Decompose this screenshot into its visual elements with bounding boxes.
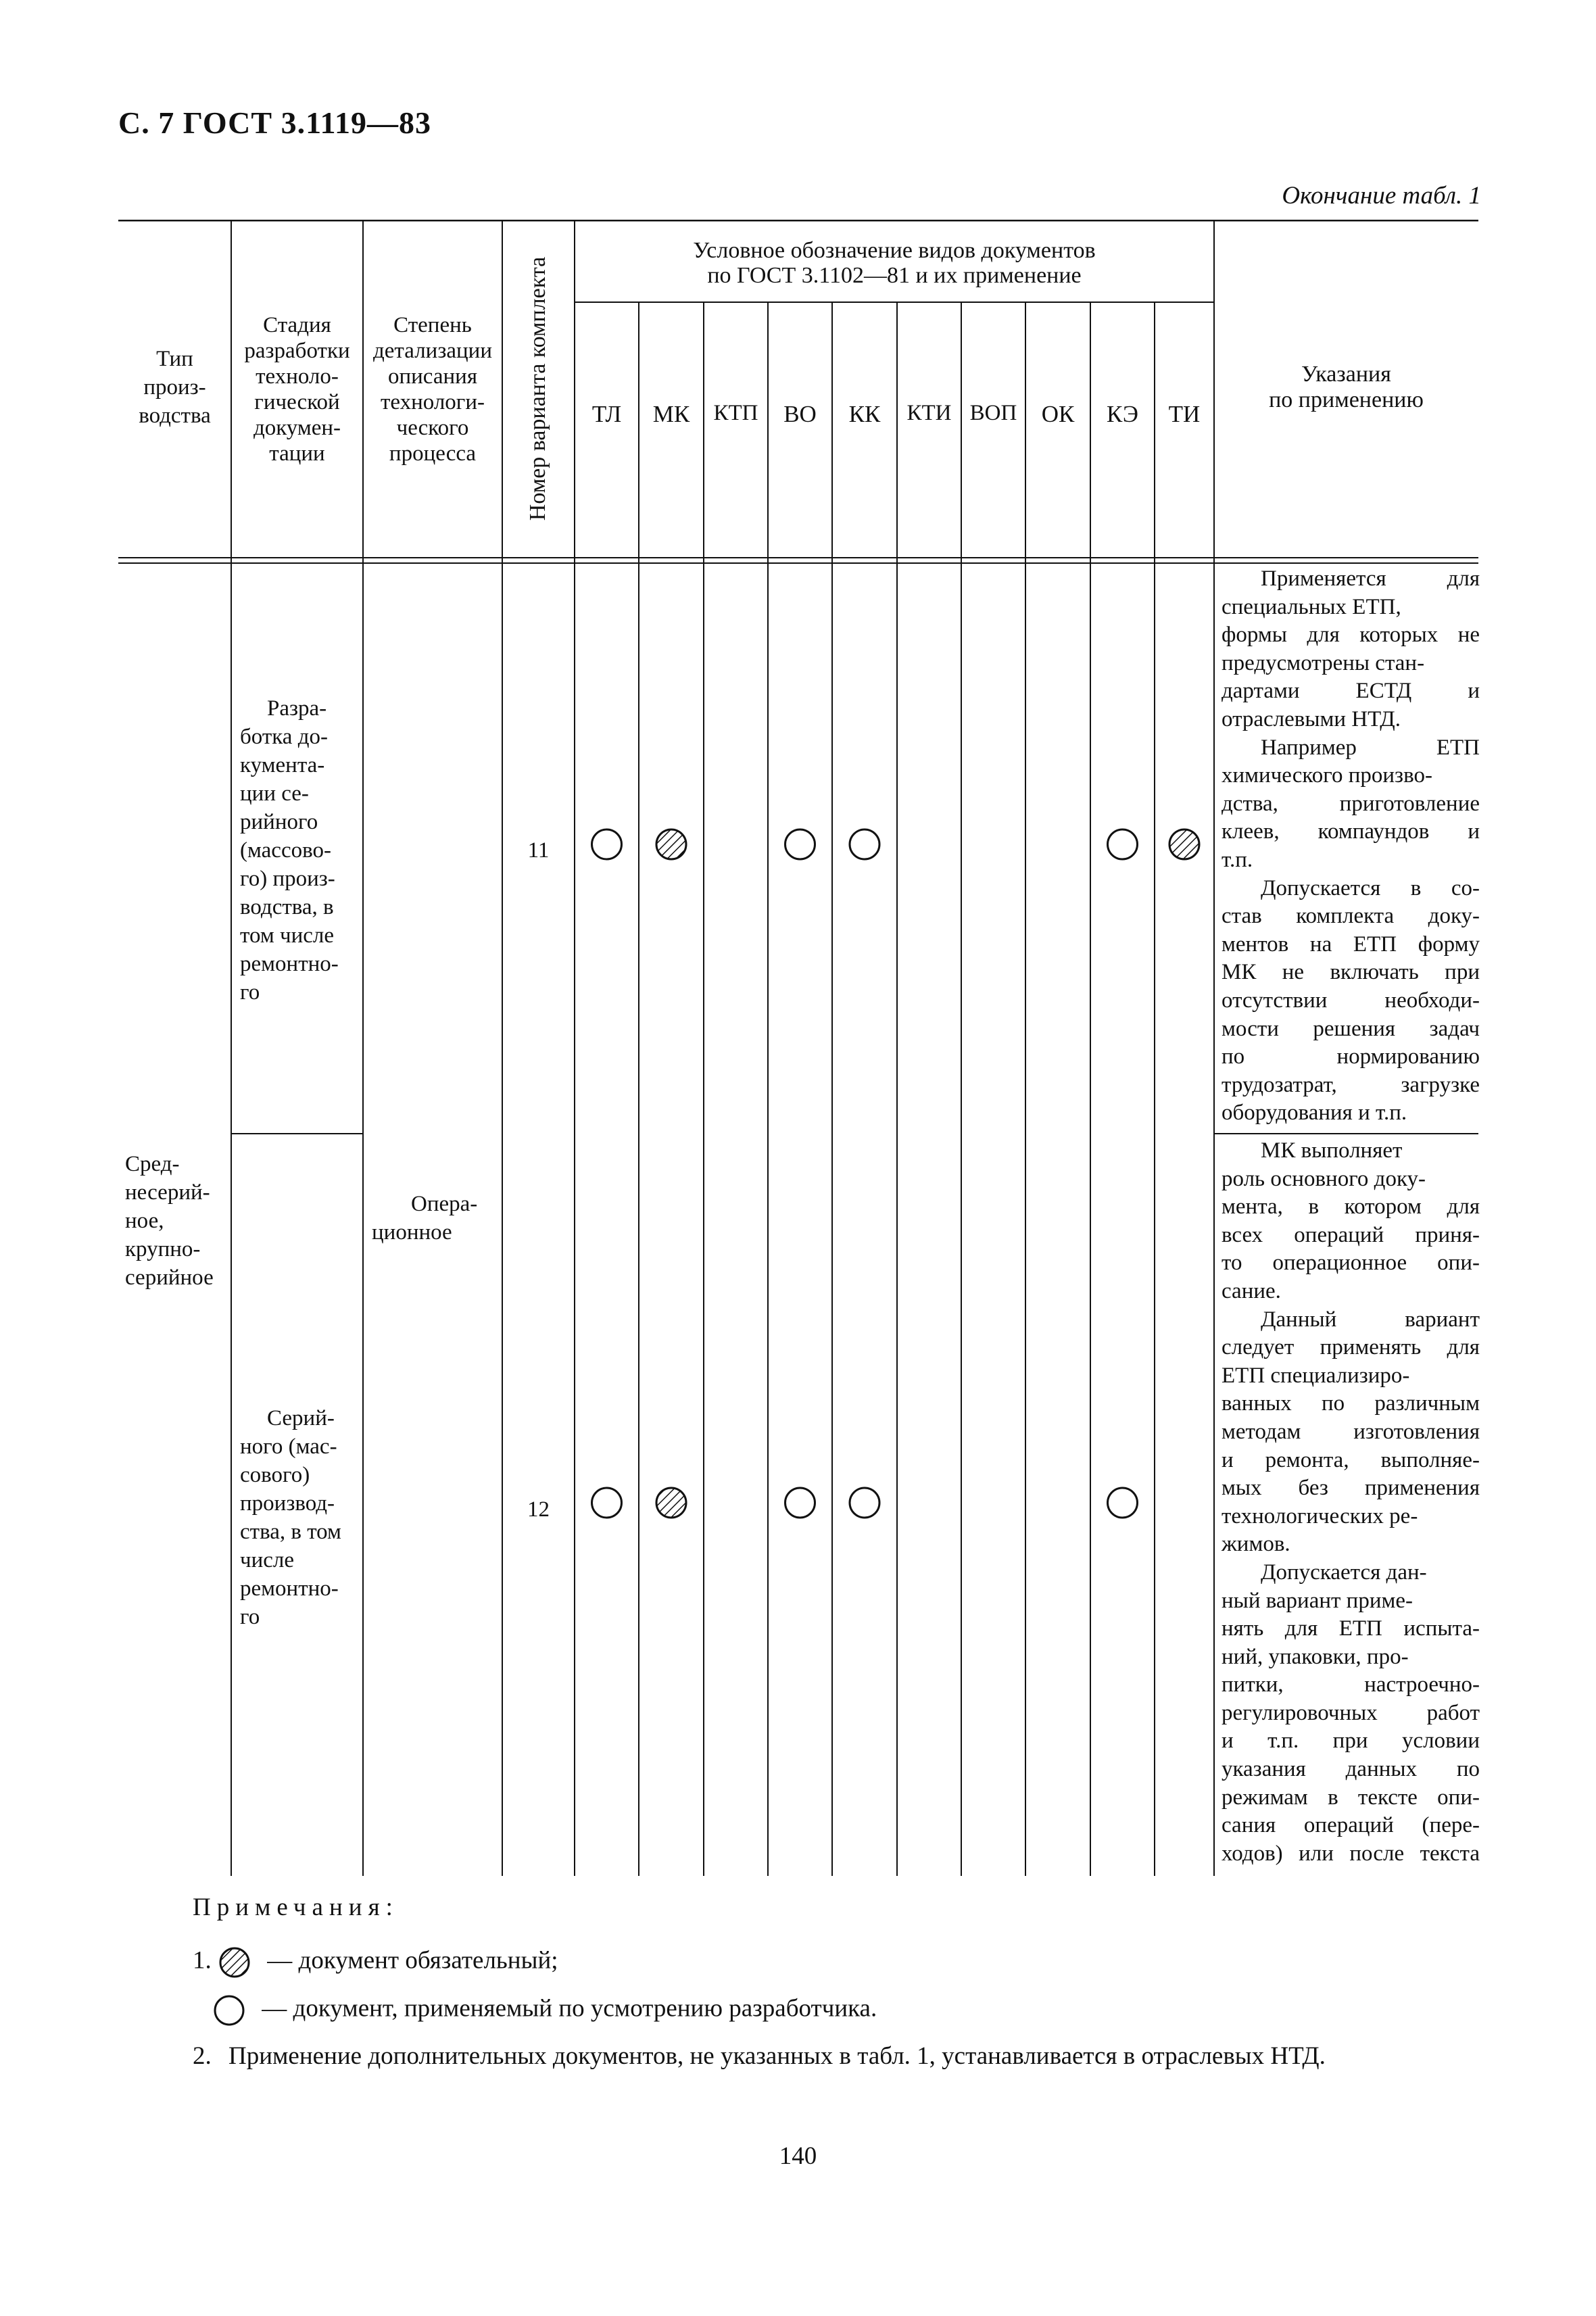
instruction-line: регулировочных работ — [1222, 1700, 1480, 1725]
row-12-variant: 12 — [527, 1497, 550, 1522]
instruction-line: и т.п. при условии — [1222, 1729, 1480, 1754]
table-caption: Окончание табл. 1 — [1282, 182, 1481, 210]
page-number: 140 — [779, 2142, 817, 2170]
instruction-line: и ремонта, выполняе- — [1222, 1447, 1480, 1472]
doc-code-header: КК — [848, 401, 881, 427]
row-12-instructions — [1222, 1137, 1480, 1868]
doc-code-header: ОК — [1041, 401, 1075, 427]
row-11-instructions — [1222, 565, 1480, 1128]
instruction-line: Допускается в со- — [1261, 875, 1480, 900]
instruction-line: ходов) или после текста — [1222, 1841, 1480, 1866]
instruction-line: отсутствии необходи- — [1222, 988, 1480, 1013]
doc-code-header: МК — [652, 401, 690, 427]
instruction-line: предусмотрены стан- — [1222, 650, 1425, 675]
mandatory-mark — [656, 1488, 686, 1518]
instruction-line: отраслевыми НТД. — [1222, 706, 1401, 731]
instruction-line: то операционное опи- — [1222, 1251, 1480, 1276]
instruction-line: технологических ре- — [1222, 1503, 1418, 1528]
header-variant-number: Номер варианта комплекта — [525, 256, 550, 521]
instruction-line: дства, приготовление — [1222, 791, 1480, 816]
instruction-line: сание. — [1222, 1278, 1281, 1303]
doc-code-header: КТП — [713, 401, 758, 425]
instruction-line: методам изготовления — [1222, 1419, 1480, 1444]
instruction-line: химического произво- — [1222, 763, 1432, 788]
doc-code-header: ВОП — [969, 401, 1017, 425]
optional-mark — [592, 1488, 622, 1518]
header-stage: Стадия разработки техноло- гической докумен- тации — [244, 313, 350, 466]
instruction-line: клеев, компаундов и — [1222, 819, 1480, 844]
notes-section — [193, 1893, 1511, 1922]
optional-mark — [850, 1488, 879, 1518]
instruction-line: ний, упаковки, про- — [1222, 1644, 1409, 1669]
legend-optional: — документ, применяемый по усмотрению разработчика. — [212, 1994, 877, 2027]
optional-mark — [850, 829, 879, 859]
instruction-line: дартами ЕСТД и — [1222, 679, 1480, 704]
mandatory-mark — [1169, 829, 1199, 859]
instruction-line: Например ЕТП — [1261, 735, 1480, 760]
instruction-line: режимам в тексте опи- — [1222, 1785, 1480, 1810]
row-11-stage: Разра- ботка до- кумента- ции се- рийного (массово- го) произ- водства, в том числе ремонтно- го — [240, 696, 339, 1005]
marks-layer — [592, 829, 1200, 1518]
instruction-line: по нормированию — [1222, 1044, 1480, 1069]
instruction-line: указания данных по — [1222, 1757, 1480, 1782]
mandatory-mark — [656, 829, 686, 859]
row-11-variant: 11 — [527, 838, 550, 863]
instruction-line: формы для которых не — [1222, 623, 1480, 648]
instruction-line: Применяется для — [1261, 566, 1480, 591]
notes-title: Примечания: — [193, 1893, 399, 1921]
instruction-line: сания операций (пере- — [1222, 1813, 1480, 1838]
instruction-line: следует применять для — [1222, 1335, 1480, 1360]
instruction-line: Данный вариант — [1261, 1307, 1480, 1332]
optional-mark — [785, 829, 815, 859]
row-12-stage: Серий- ного (мас- сового) производ- ства, в том числе ремонтно- го — [240, 1406, 341, 1629]
instruction-line: роль основного доку- — [1222, 1166, 1426, 1191]
instruction-line: мента, в котором для — [1222, 1195, 1480, 1220]
doc-code-header: КЭ — [1107, 401, 1138, 427]
instruction-line: т.п. — [1222, 847, 1253, 872]
optional-mark — [1108, 1488, 1138, 1518]
instruction-line: Допускается дан- — [1261, 1560, 1427, 1585]
instruction-line: специальных ЕТП, — [1222, 594, 1401, 619]
header-instructions: Указания по применению — [1269, 362, 1424, 412]
instruction-line: питки, настроечно- — [1222, 1672, 1480, 1697]
optional-mark — [592, 829, 622, 859]
instruction-line: мости решения задач — [1222, 1016, 1480, 1041]
instruction-line: ЕТП специализиро- — [1222, 1363, 1410, 1388]
header-designation: Условное обозначение видов документов по ГОСТ 3.1102—81 и их применение — [693, 238, 1096, 288]
instruction-line: МК не включать при — [1222, 960, 1480, 985]
instruction-line: жимов. — [1222, 1532, 1290, 1557]
legend-mandatory: 1. — документ обязательный; — [193, 1946, 558, 1979]
instruction-line: нять для ЕТП испыта- — [1222, 1616, 1480, 1641]
detail-value: Опера- ционное — [372, 1192, 478, 1245]
doc-code-header: ВО — [783, 401, 817, 427]
optional-mark — [1108, 829, 1138, 859]
production-type-value: Сред- несерий- ное, крупно- серийное — [125, 1152, 214, 1290]
header-detail: Степень детализации описания технологи- ческого процесса — [373, 313, 492, 466]
document-table — [118, 220, 1478, 1876]
instruction-line: трудозатрат, загрузке — [1222, 1072, 1480, 1097]
instruction-line: всех операций приня- — [1222, 1222, 1480, 1247]
instruction-line: мых без применения — [1222, 1476, 1480, 1501]
instruction-line: ный вариант приме- — [1222, 1588, 1413, 1613]
instruction-line: оборудования и т.п. — [1222, 1101, 1407, 1126]
instruction-line: став комплекта доку- — [1222, 904, 1480, 929]
doc-code-header: ТИ — [1168, 401, 1201, 427]
optional-mark — [785, 1488, 815, 1518]
note-2: 2. Применение дополнительных документов, не указанных в табл. 1, устанавливается в отраслевых НТД. — [193, 2042, 1326, 2070]
doc-code-header: ТЛ — [591, 401, 622, 427]
page-header: С. 7 ГОСТ 3.1119—83 — [118, 105, 432, 140]
instruction-line: МК выполняет — [1261, 1138, 1403, 1163]
header-production-type: Тип произ- водства — [139, 347, 211, 428]
mandatory-symbol-icon — [218, 1946, 251, 1979]
doc-code-header: КТИ — [906, 401, 952, 425]
optional-symbol-icon — [212, 1994, 246, 2027]
instruction-line: ванных по различным — [1222, 1391, 1480, 1416]
instruction-line: ментов на ЕТП форму — [1222, 932, 1480, 957]
